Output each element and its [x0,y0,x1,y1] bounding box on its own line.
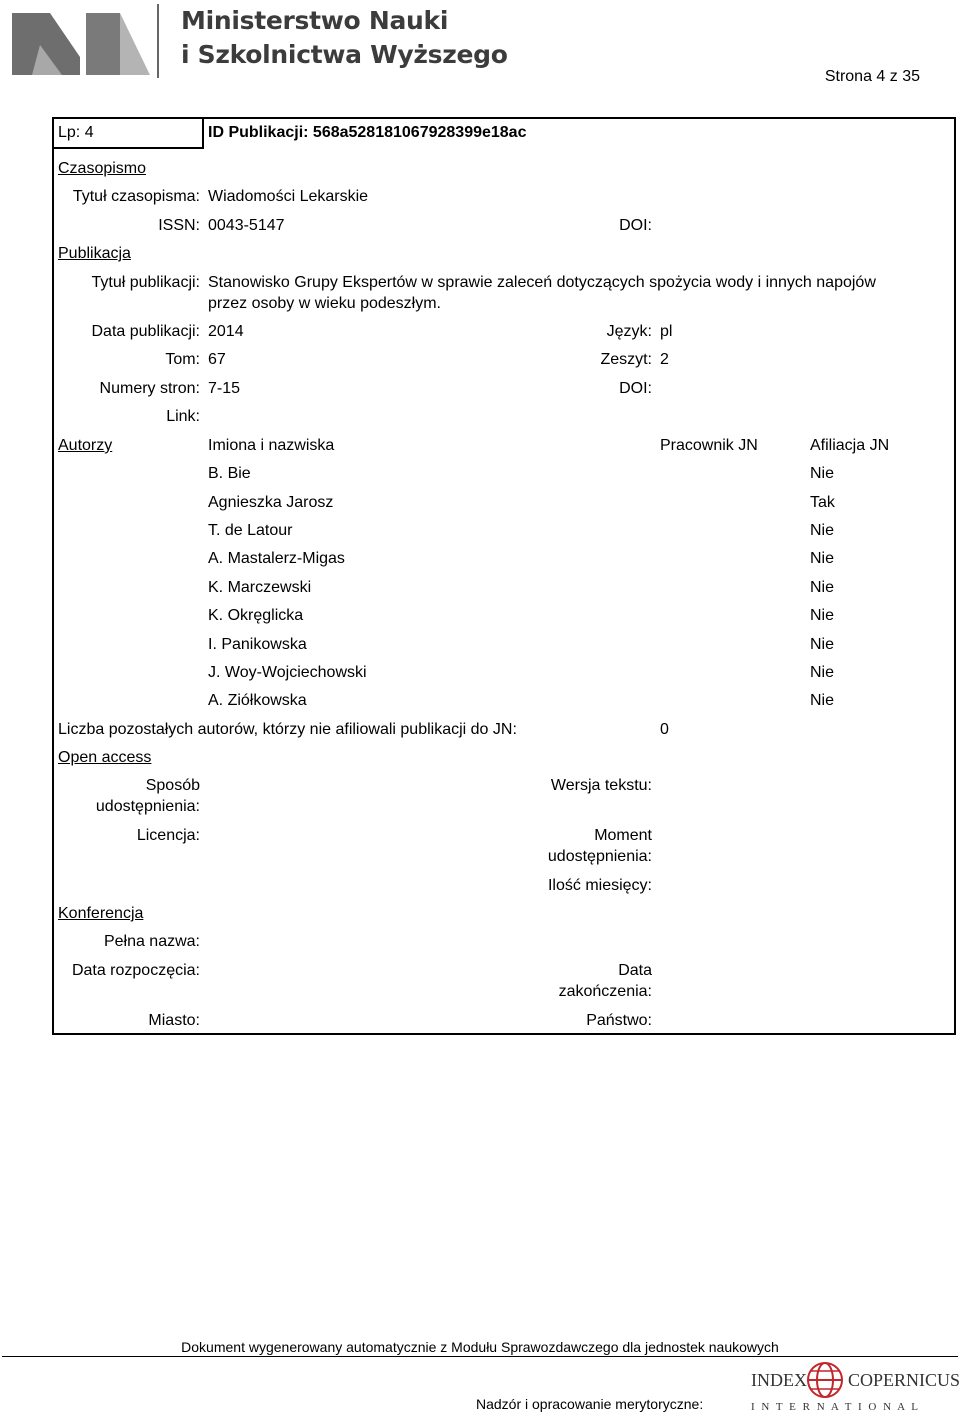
conf-start-label: Data rozpoczęcia: [71,962,200,979]
record-lp: Lp: 4 [58,124,94,141]
conf-end-label-1: Data [618,962,652,979]
author-affiliation: Nie [810,607,835,624]
pub-date-value: 2014 [208,323,244,340]
author-affiliation: Nie [810,522,835,539]
pages-label: Numery stron: [99,380,200,397]
author-name: Agnieszka Jarosz [208,494,334,511]
author-name: A. Mastalerz-Migas [208,550,345,567]
pub-title-line2: przez osoby w wieku podeszłym. [208,295,441,312]
lang-label: Język: [606,323,652,340]
oa-moment-label-2: udostępnienia: [547,848,652,865]
oa-license-label: Licencja: [136,827,200,844]
section-open-access: Open access [58,749,152,766]
author-affiliation: Nie [810,465,835,482]
page-label: Strona 4 z 35 [824,68,920,85]
pub-doi-label: DOI: [619,380,652,397]
issue-label: Zeszyt: [600,351,652,368]
remaining-authors-value: 0 [660,721,669,738]
issn-value: 0043-5147 [208,217,285,234]
issn-label: ISSN: [158,217,200,234]
ministry-name-line2: i Szkolnictwa Wyższego [181,40,508,69]
copernicus-sphere-icon [806,1360,844,1400]
ic-logo-international: I N T E R N A T I O N A L [751,1401,920,1413]
section-publication: Publikacja [58,245,131,262]
link-label: Link: [166,408,200,425]
author-affiliation: Nie [810,664,835,681]
section-authors: Autorzy [58,437,113,454]
journal-title-label: Tytuł czasopisma: [72,188,200,205]
pages-value: 7-15 [208,380,241,397]
remaining-authors-label: Liczba pozostałych autorów, którzy nie afiliowali publikacji do JN: [58,721,517,738]
record-frame [52,117,956,1035]
oa-method-label-2: udostępnienia: [95,798,200,815]
author-affiliation: Tak [810,494,835,511]
oa-months-label: Ilość miesięcy: [547,877,652,894]
pub-date-label: Data publikacji: [91,323,200,340]
pub-title-line1: Stanowisko Grupy Ekspertów w sprawie zaleceń dotyczących spożycia wody i innych napojów [208,274,876,291]
ic-logo-copernicus: COPERNICUS [848,1370,960,1390]
ministry-logo-icon [10,5,160,77]
journal-doi-label: DOI: [619,217,652,234]
author-affiliation: Nie [810,550,835,567]
author-name: T. de Latour [208,522,293,539]
conf-end-label-2: zakończenia: [558,983,652,1000]
conf-country-label: Państwo: [586,1012,652,1029]
author-affiliation: Nie [810,692,835,709]
pub-title-label: Tytuł publikacji: [91,274,200,291]
author-name: J. Woy-Wojciechowski [208,664,367,681]
journal-title-value: Wiadomości Lekarskie [208,188,369,205]
footer-generated: Dokument wygenerowany automatycznie z Modułu Sprawozdawczego dla jednostek naukowych [181,1339,779,1355]
lang-value: pl [660,323,673,340]
author-name: I. Panikowska [208,636,307,653]
author-name: B. Bie [208,465,251,482]
author-affiliation: Nie [810,579,835,596]
col-header-affiliation: Afiliacja JN [810,437,890,454]
conf-city-label: Miasto: [148,1012,200,1029]
author-name: K. Marczewski [208,579,312,596]
ic-logo-index: INDEX [751,1370,807,1390]
col-header-employee: Pracownik JN [660,437,758,454]
volume-value: 67 [208,351,226,368]
issue-value: 2 [660,351,669,368]
author-name: A. Ziółkowska [208,692,307,709]
record-id: ID Publikacji: 568a528181067928399e18ac [208,124,527,141]
oa-version-label: Wersja tekstu: [550,777,652,794]
author-affiliation: Nie [810,636,835,653]
volume-label: Tom: [165,351,200,368]
oa-moment-label-1: Moment [594,827,652,844]
section-conference: Konferencja [58,905,144,922]
author-name: K. Okręglicka [208,607,304,624]
oa-method-label-1: Sposób [145,777,200,794]
logo-divider [157,4,159,78]
section-journal: Czasopismo [58,160,147,177]
conf-name-label: Pełna nazwa: [103,933,200,950]
col-header-name: Imiona i nazwiska [208,437,335,454]
ministry-name-line1: Ministerstwo Nauki [181,6,449,35]
footer-divider [2,1356,958,1357]
footer-supervision: Nadzór i opracowanie merytoryczne: [476,1396,704,1412]
